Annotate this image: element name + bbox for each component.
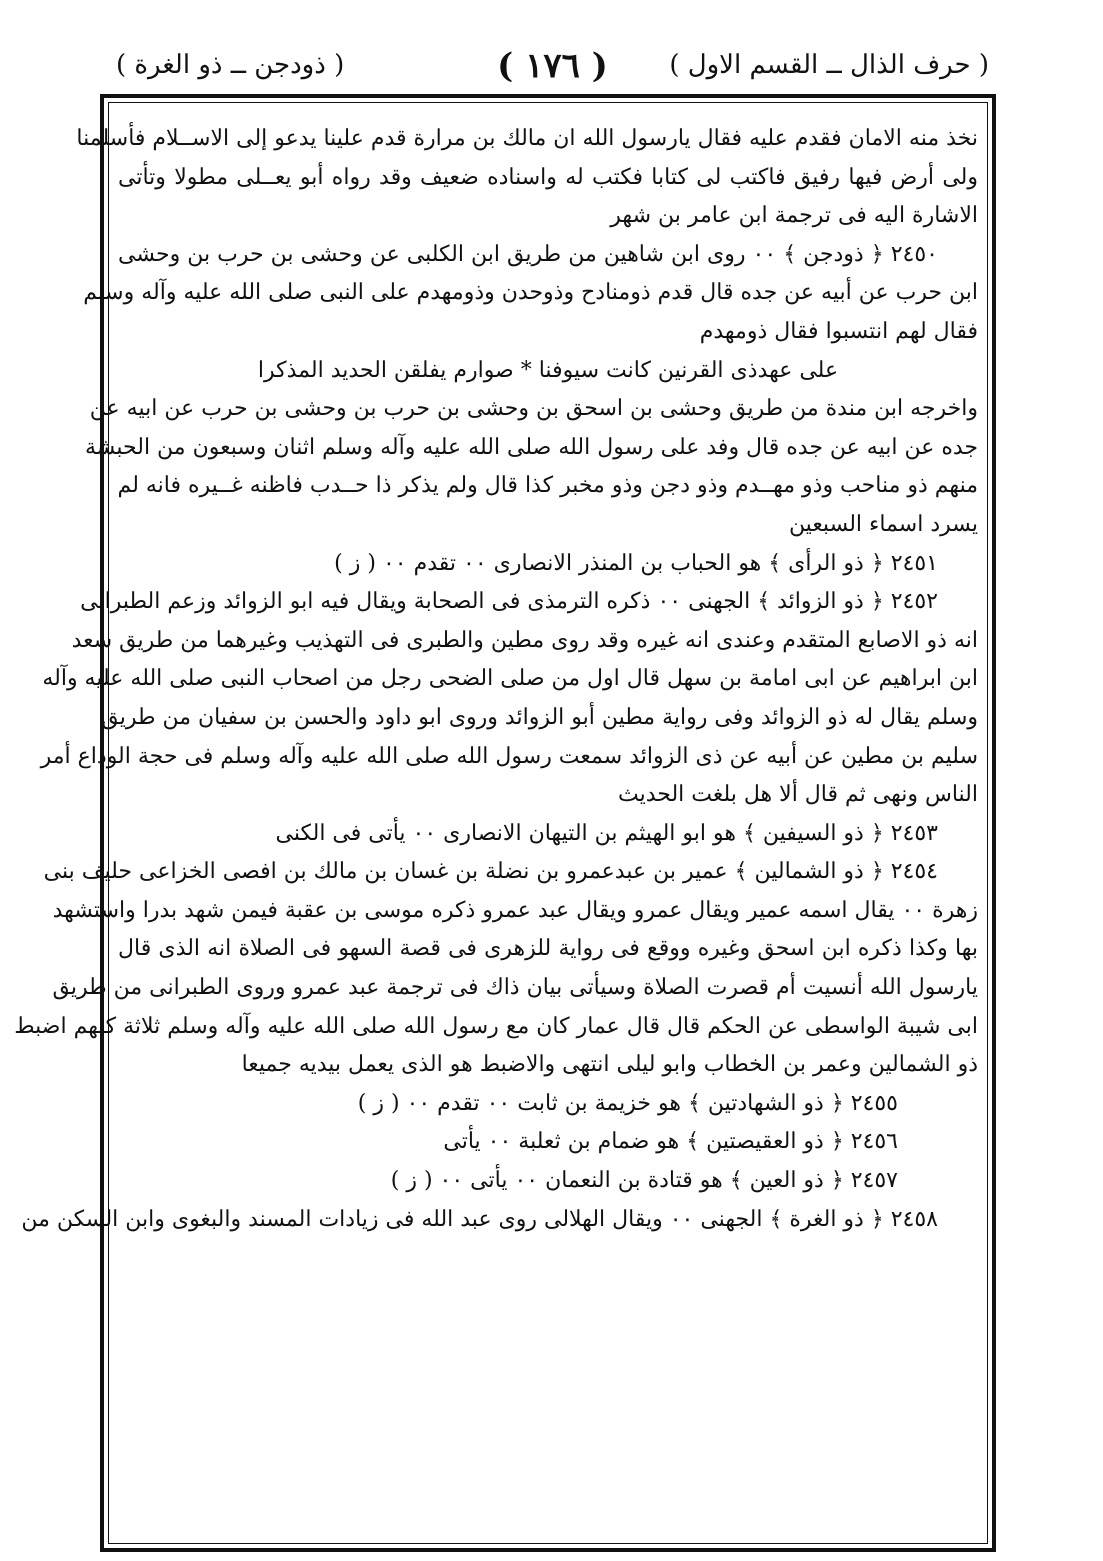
text-line: نخذ منه الامان فقدم عليه فقال يارسول الله ان مالك بن مرارة قدم علينا يدعو إلى الاســلام فأسلمنا (76, 126, 978, 151)
text-line: الناس ونهى ثم قال ألا هل بلغت الحديث (618, 782, 978, 808)
text-line: ٢٤٥٧ ﴿ ذو العين ﴾ هو قتادة بن النعمان ٠٠ يأتى ٠٠ ( ز ) (390, 1168, 898, 1194)
text-line: زهرة ٠٠ يقال اسمه عمير ويقال عمرو ويقال عبد عمرو ذكره موسى بن عقبة فيمن شهد بدرا واستشهد (52, 897, 978, 923)
text-line: وسلم يقال له ذو الزوائد وفى رواية مطين أبو الزوائد وروى ابو داود والحسن بن سفيان من طريق (101, 704, 978, 730)
text-line: ٢٤٥٢ ﴿ ذو الزوائد ﴾ الجهنى ٠٠ ذكره الترمذى فى الصحابة ويقال فيه ابو الزوائد وزعم الطبرانى (80, 589, 938, 615)
text-line: ذو الشمالين وعمر بن الخطاب وابو ليلى انتهى والاضبط هو الذى يعمل بيديه جميعا (241, 1052, 978, 1078)
text-line: ٢٤٥١ ﴿ ذو الرأى ﴾ هو الحباب بن المنذر الانصارى ٠٠ تقدم ٠٠ ( ز ) (334, 550, 938, 576)
text-line: ولى أرض فيها رفيق فاكتب لى كتابا فكتب له واسناده ضعيف وقد رواه أبو يعــلى مطولا وتأتى (118, 164, 978, 190)
page-number: ( ١٧٦ ) (497, 46, 608, 86)
text-line: سليم بن مطين عن أبيه عن ذى الزوائد سمعت رسول الله صلى الله عليه وآله وسلم فى حجة الوداع أمر (40, 743, 978, 769)
text-line: ٢٤٥٣ ﴿ ذو السيفين ﴾ هو ابو الهيثم بن التيهان الانصارى ٠٠ يأتى فى الكنى (275, 820, 938, 846)
text-line: يسرد اسماء السبعين (788, 511, 978, 537)
text-line: الاشارة اليه فى ترجمة ابن عامر بن شهر (610, 203, 978, 229)
text-line: ٢٤٥٥ ﴿ ذو الشهادتين ﴾ هو خزيمة بن ثابت ٠٠ تقدم ٠٠ ( ز ) (357, 1090, 898, 1116)
section-title: ( حرف الذال ــ القسم الاول ) (669, 50, 989, 80)
text-line: بها وكذا ذكره ابن اسحق وغيره ووقع فى رواية للزهرى فى قصة السهو فى الصلاة انه الذى قال (118, 936, 978, 962)
text-line: ٢٤٥٨ ﴿ ذو الغرة ﴾ الجهنى ٠٠ ويقال الهلالى روى عبد الله فى زيادات المسند والبغوى وابن السكن من (21, 1206, 938, 1232)
text-line: يارسول الله أنسيت أم قصرت الصلاة وسيأتى بيان ذاك فى ترجمة عبد عمرو وروى الطبرانى من طريق (52, 975, 978, 1001)
page-header (110, 40, 995, 96)
text-line: فقال لهم انتسبوا فقال ذومهدم (699, 318, 978, 344)
text-line: منهم ذو مناحب وذو مهــدم وذو دجن وذو مخبر كذا قال ولم يذكر ذا حــدب فاظنه غــيره فانه لم (117, 473, 978, 499)
text-line: جده عن ابيه عن جده قال وفد على رسول الله صلى الله عليه وآله وسلم اثنان وسبعون من الحبشة (84, 434, 978, 460)
text-line: انه ذو الاصابع المتقدم وعندى انه غيره وقد روى مطين والطبرى فى التهذيب وغيرهما من طريق سعد (71, 627, 978, 653)
text-line: ابن حرب عن أبيه عن جده قال قدم ذومنادح وذوحدن وذومهدم على النبى صلى الله عليه وآله وسلم (83, 280, 978, 306)
body-text (14, 120, 978, 1239)
text-line: ٢٤٥٦ ﴿ ذو العقيصتين ﴾ هو ضمام بن ثعلبة ٠٠ يأتى (443, 1129, 898, 1155)
entry-range: ( ذودجن ــ ذو الغرة ) (116, 50, 345, 80)
text-line: ٢٤٥٤ ﴿ ذو الشمالين ﴾ عمير بن عبدعمرو بن نضلة بن غسان بن مالك بن افصى الخزاعى حليف بنى (43, 859, 938, 885)
text-line: ابى شيبة الواسطى عن الحكم قال قال عمار كان مع رسول الله صلى الله عليه وآله وسلم ثلاثة كلهم اضبط (14, 1013, 978, 1039)
text-line: ابن ابراهيم عن ابى امامة بن سهل قال اول من صلى الضحى رجل من اصحاب النبى صلى الله عليه وآله (42, 666, 978, 692)
text-line: على عهدذى القرنين كانت سيوفنا * صوارم يفلقن الحديد المذكرا (257, 357, 839, 383)
text-line: واخرجه ابن مندة من طريق وحشى بن اسحق بن وحشى بن حرب بن وحشى بن حرب عن ابيه عن (89, 396, 978, 422)
text-line: ٢٤٥٠ ﴿ ذودجن ﴾ ٠٠ روى ابن شاهين من طريق ابن الكلبى عن وحشى بن حرب بن وحشى (118, 241, 938, 267)
